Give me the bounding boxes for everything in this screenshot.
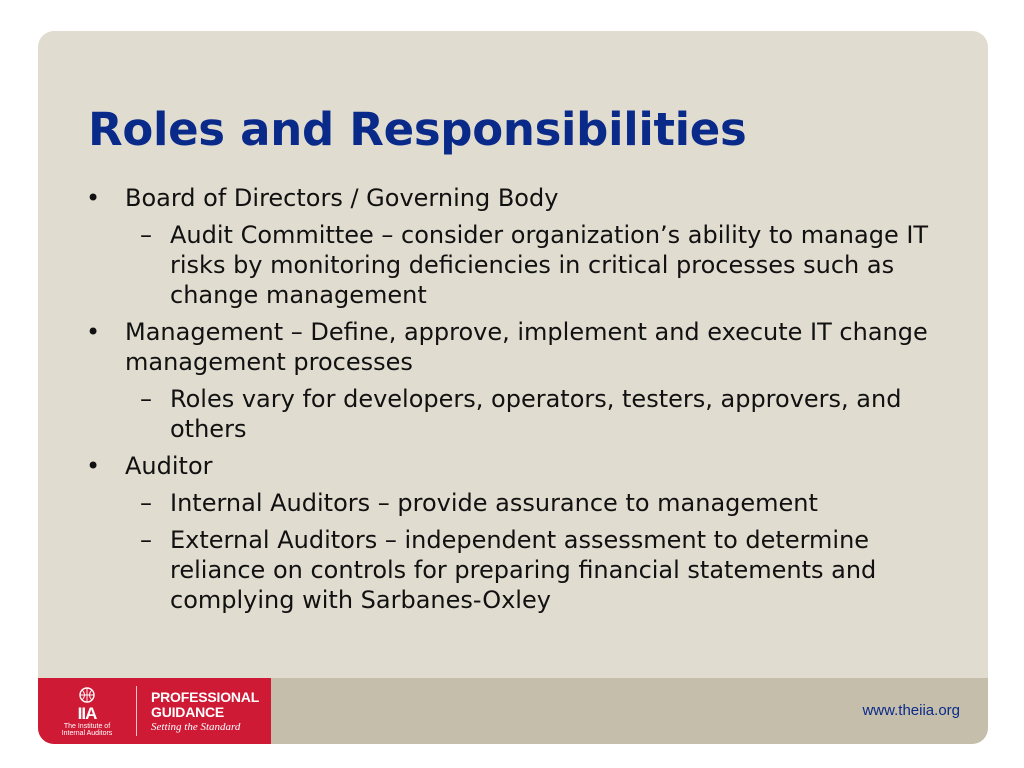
slide-title: Roles and Responsibilities [88, 103, 747, 156]
bullet-item [86, 451, 966, 481]
bullet-icon: • [86, 184, 101, 212]
slide-footer [38, 678, 988, 744]
badge-line-guidance: GUIDANCE [151, 704, 225, 720]
bullet-text: Management – Define, approve, implement and execute IT change management processes [125, 318, 928, 376]
sub-bullet-item [86, 488, 966, 518]
bullet-icon: • [86, 452, 101, 480]
sub-bullet-text: Roles vary for developers, operators, testers, approvers, and others [170, 385, 902, 443]
bullet-icon: • [86, 318, 101, 346]
website-link[interactable]: www.theiia.org [862, 702, 960, 719]
logo-text-line2: Internal Auditors [61, 730, 113, 736]
sub-bullet-text: Audit Committee – consider organization’s ability to manage IT risks by monitoring deficiencies in critical processes such as change management [170, 221, 929, 309]
badge-tagline: Setting the Standard [151, 721, 241, 733]
bullet-item [86, 183, 966, 213]
dash-icon: – [140, 385, 152, 413]
dash-icon: – [140, 221, 152, 249]
dash-icon: – [140, 489, 152, 517]
sub-bullet-item [86, 525, 966, 615]
bullet-text: Board of Directors / Governing Body [125, 184, 559, 212]
slide-body [86, 181, 966, 615]
bullet-item [86, 317, 966, 377]
dash-icon: – [140, 526, 152, 554]
slide [38, 31, 988, 744]
iia-logo-block [38, 678, 271, 744]
sub-bullet-text: Internal Auditors – provide assurance to management [170, 489, 818, 517]
badge-line-professional: PROFESSIONAL [151, 689, 260, 705]
logo-divider [136, 686, 137, 736]
logo-letters: IIA [77, 704, 97, 723]
sub-bullet-item [86, 220, 966, 310]
logo-text-line1: The Institute of [63, 723, 111, 730]
sub-bullet-text: External Auditors – independent assessment to determine reliance on controls for preparing financial statements and complying with Sarbanes-Oxley [170, 526, 877, 614]
bullet-text: Auditor [125, 452, 213, 480]
iia-logo-icon [52, 686, 122, 736]
sub-bullet-item [86, 384, 966, 444]
